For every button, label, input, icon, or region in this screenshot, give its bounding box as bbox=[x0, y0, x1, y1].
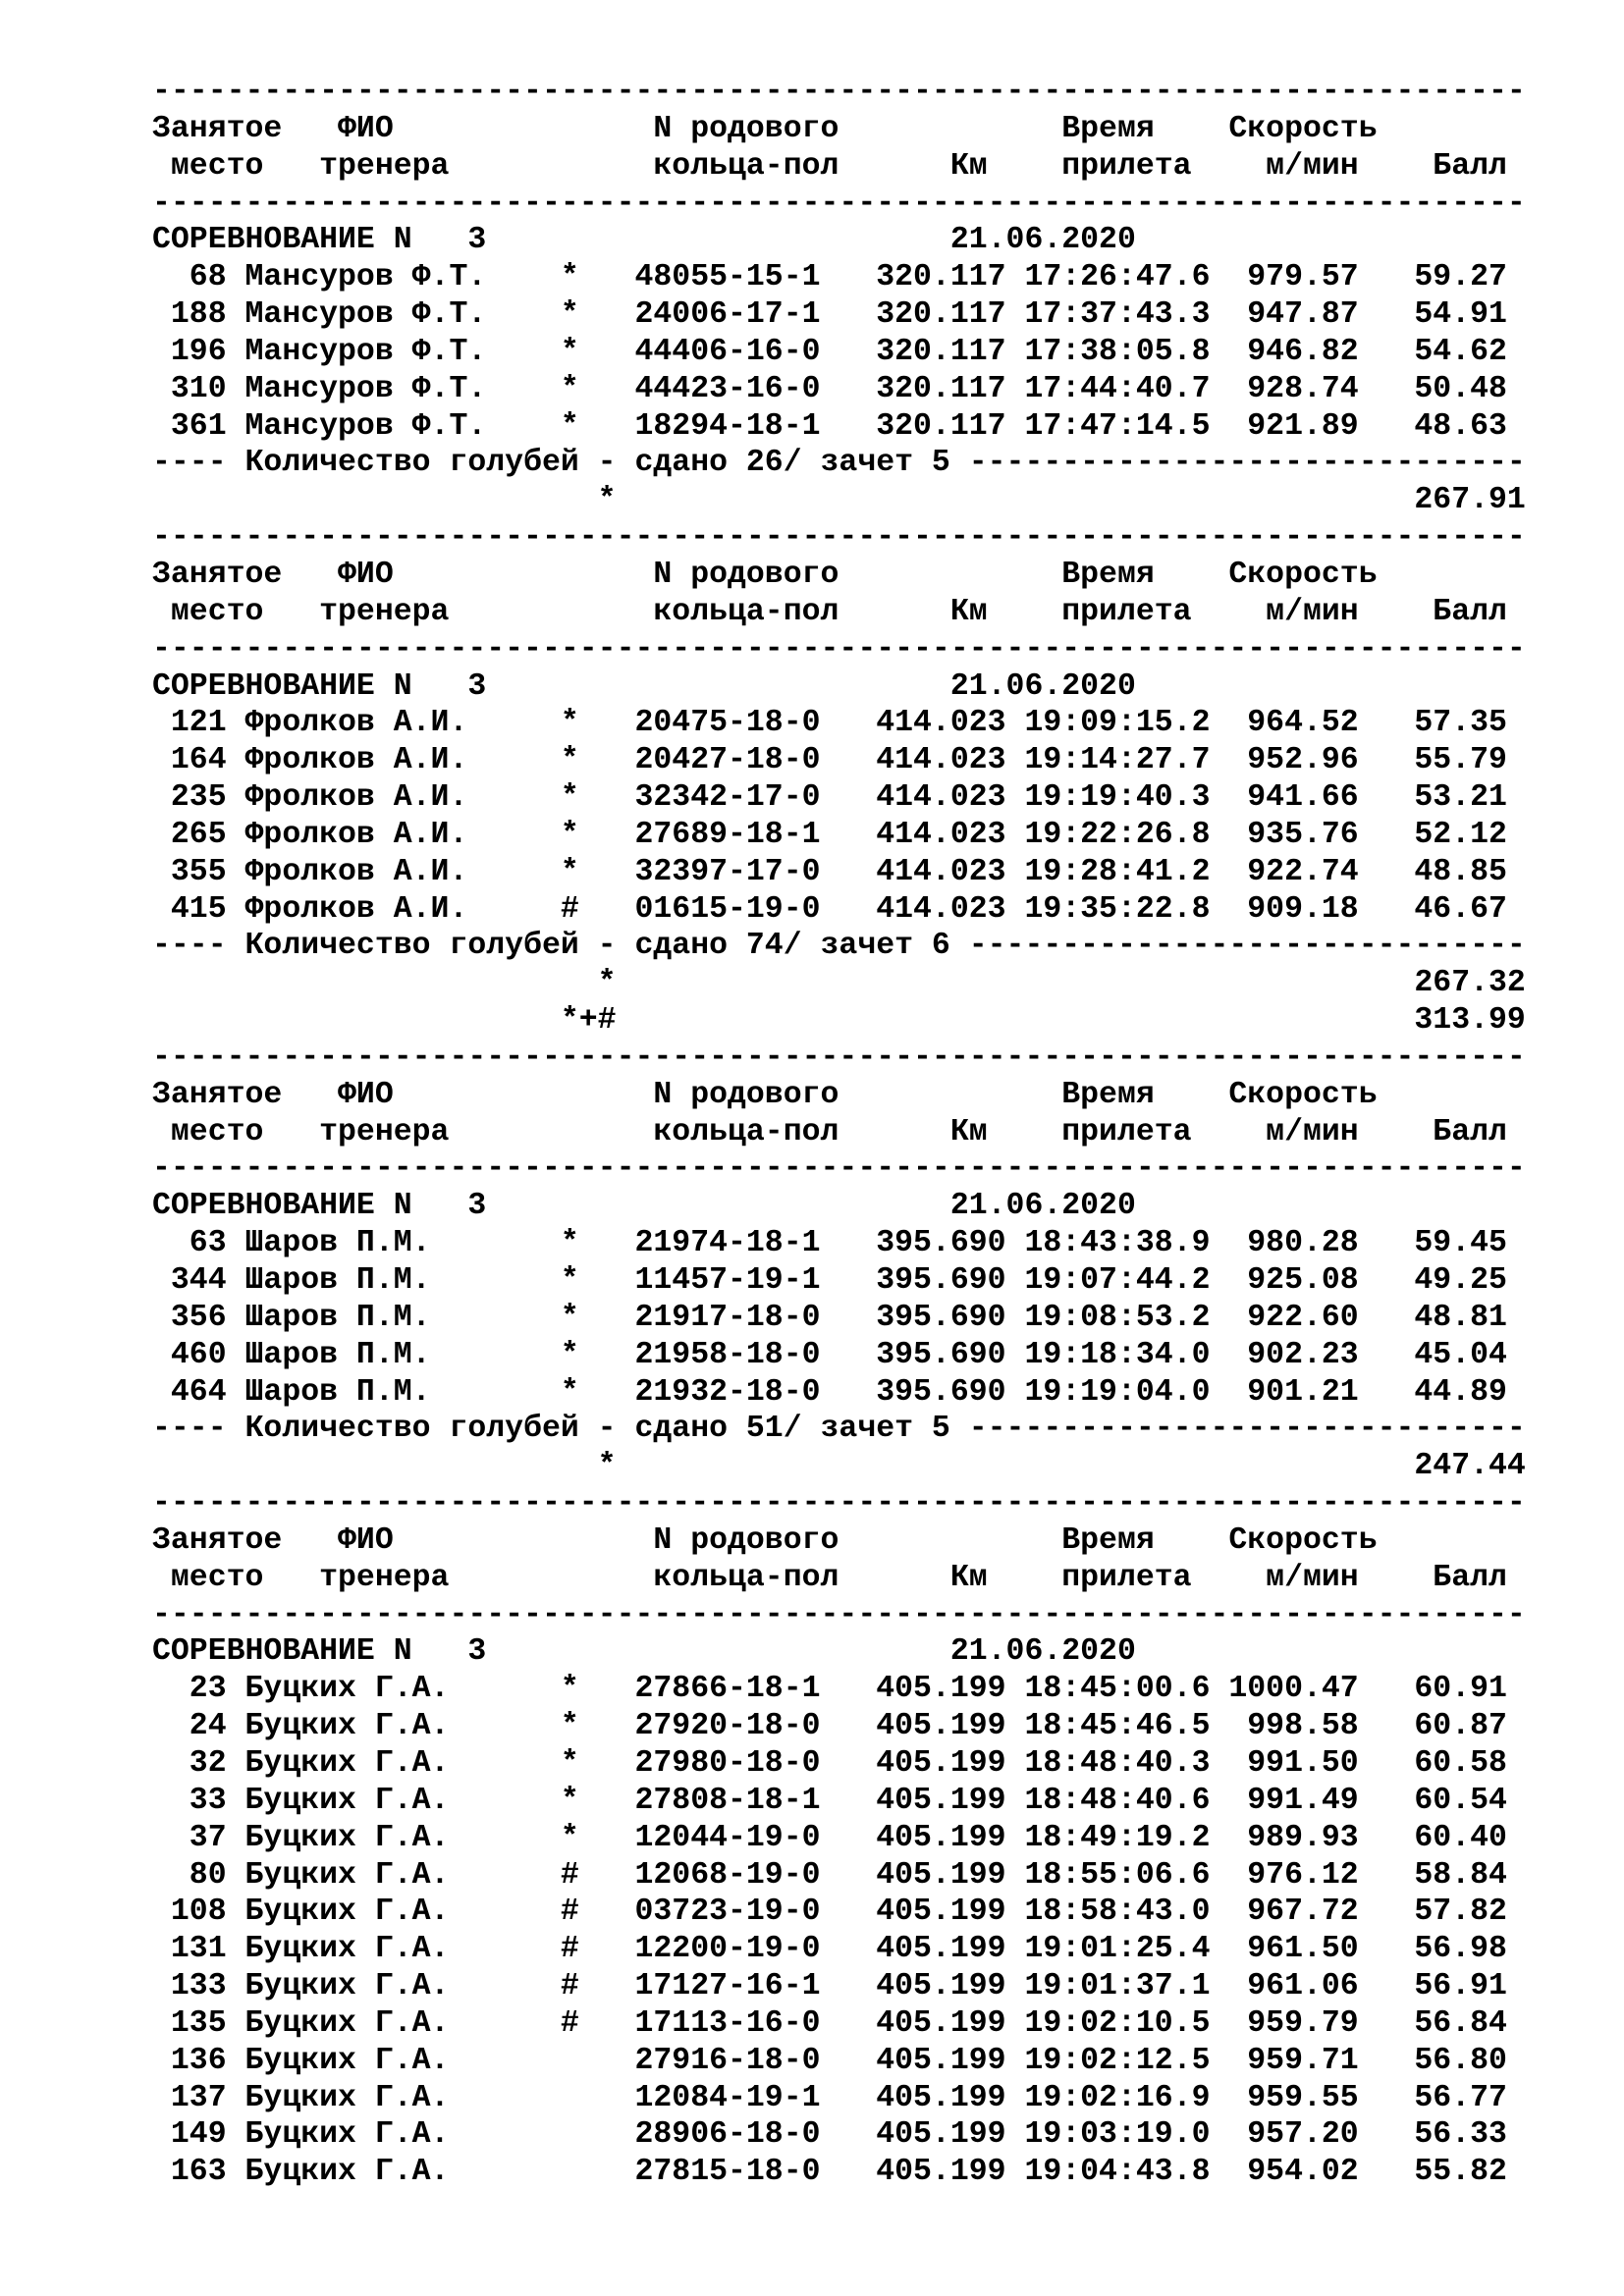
separator-line: -------------------------------------------------------------------------- bbox=[152, 186, 1526, 221]
result-row: 188 Мансуров Ф.Т. * 24006-17-1 320.117 17:37:43.3 947.87 54.91 bbox=[152, 297, 1507, 333]
result-row: 32 Буцких Г.А. * 27980-18-0 405.199 18:48:40.3 991.50 60.58 bbox=[152, 1745, 1507, 1781]
result-row: 63 Шаров П.М. * 21974-18-1 395.690 18:43:38.9 980.28 59.45 bbox=[152, 1226, 1507, 1261]
report-printout bbox=[152, 74, 1526, 2191]
separator-line: -------------------------------------------------------------------------- bbox=[152, 75, 1526, 109]
result-row: 464 Шаров П.М. * 21932-18-0 395.690 19:19:04.0 901.21 44.89 bbox=[152, 1374, 1507, 1410]
result-row: 23 Буцких Г.А. * 27866-18-1 405.199 18:45:00.6 1000.47 60.91 bbox=[152, 1672, 1507, 1707]
column-header-line-1: Занятое ФИО N родового Время Скорость bbox=[152, 1522, 1378, 1558]
result-row: 68 Мансуров Ф.Т. * 48055-15-1 320.117 17:26:47.6 979.57 59.27 bbox=[152, 260, 1507, 295]
result-row: 133 Буцких Г.А. # 17127-16-1 405.199 19:01:37.1 961.06 56.91 bbox=[152, 1969, 1507, 2004]
column-header-line-2: место тренера кольца-пол Км прилета м/мин Балл bbox=[152, 1114, 1507, 1149]
competition-heading: СОРЕВНОВАНИЕ N 3 21.06.2020 bbox=[152, 1189, 1136, 1224]
column-header-line-1: Занятое ФИО N родового Время Скорость bbox=[152, 557, 1378, 592]
result-row: 149 Буцких Г.А. 28906-18-0 405.199 19:03:19.0 957.20 56.33 bbox=[152, 2117, 1507, 2153]
column-header-line-1: Занятое ФИО N родового Время Скорость bbox=[152, 1077, 1378, 1112]
total-score: * 267.32 bbox=[152, 966, 1526, 1001]
result-row: 131 Буцких Г.А. # 12200-19-0 405.199 19:01:25.4 961.50 56.98 bbox=[152, 1932, 1507, 1967]
result-row: 108 Буцких Г.А. # 03723-19-0 405.199 18:58:43.0 967.72 57.82 bbox=[152, 1895, 1507, 1930]
column-header-line-2: место тренера кольца-пол Км прилета м/мин Балл bbox=[152, 594, 1507, 629]
result-row: 135 Буцких Г.А. # 17113-16-0 405.199 19:02:10.5 959.79 56.84 bbox=[152, 2005, 1507, 2041]
result-row: 33 Буцких Г.А. * 27808-18-1 405.199 18:48:40.6 991.49 60.54 bbox=[152, 1783, 1507, 1818]
result-row: 460 Шаров П.М. * 21958-18-0 395.690 19:18:34.0 902.23 45.04 bbox=[152, 1337, 1507, 1372]
separator-line: -------------------------------------------------------------------------- bbox=[152, 520, 1526, 556]
result-row: 265 Фролков А.И. * 27689-18-1 414.023 19:22:26.8 935.76 52.12 bbox=[152, 817, 1507, 852]
result-row: 136 Буцких Г.А. 27916-18-0 405.199 19:02:12.5 959.71 56.80 bbox=[152, 2043, 1507, 2078]
column-header-line-1: Занятое ФИО N родового Время Скорость bbox=[152, 111, 1378, 146]
result-row: 355 Фролков А.И. * 32397-17-0 414.023 19:28:41.2 922.74 48.85 bbox=[152, 854, 1507, 889]
separator-line: -------------------------------------------------------------------------- bbox=[152, 1486, 1526, 1522]
result-row: 310 Мансуров Ф.Т. * 44423-16-0 320.117 17:44:40.7 928.74 50.48 bbox=[152, 371, 1507, 406]
result-row: 163 Буцких Г.А. 27815-18-0 405.199 19:04:43.8 954.02 55.82 bbox=[152, 2155, 1507, 2190]
total-score: * 247.44 bbox=[152, 1449, 1526, 1484]
competition-heading: СОРЕВНОВАНИЕ N 3 21.06.2020 bbox=[152, 1634, 1136, 1670]
separator-line: -------------------------------------------------------------------------- bbox=[152, 1151, 1526, 1187]
separator-line: -------------------------------------------------------------------------- bbox=[152, 631, 1526, 667]
result-row: 80 Буцких Г.А. # 12068-19-0 405.199 18:55:06.6 976.12 58.84 bbox=[152, 1857, 1507, 1893]
total-score: * 267.91 bbox=[152, 483, 1526, 518]
pigeon-count-summary: ---- Количество голубей - сдано 26/ зачет 5 ------------------------------ bbox=[152, 446, 1526, 481]
result-row: 164 Фролков А.И. * 20427-18-0 414.023 19:14:27.7 952.96 55.79 bbox=[152, 743, 1507, 778]
result-row: 196 Мансуров Ф.Т. * 44406-16-0 320.117 17:38:05.8 946.82 54.62 bbox=[152, 334, 1507, 369]
column-header-line-2: место тренера кольца-пол Км прилета м/мин Балл bbox=[152, 1560, 1507, 1595]
column-header-line-2: место тренера кольца-пол Км прилета м/мин Балл bbox=[152, 148, 1507, 184]
result-row: 361 Мансуров Ф.Т. * 18294-18-1 320.117 17:47:14.5 921.89 48.63 bbox=[152, 408, 1507, 444]
result-row: 235 Фролков А.И. * 32342-17-0 414.023 19:19:40.3 941.66 53.21 bbox=[152, 780, 1507, 816]
result-row: 137 Буцких Г.А. 12084-19-1 405.199 19:02:16.9 959.55 56.77 bbox=[152, 2080, 1507, 2115]
result-row: 344 Шаров П.М. * 11457-19-1 395.690 19:07:44.2 925.08 49.25 bbox=[152, 1263, 1507, 1298]
result-row: 24 Буцких Г.А. * 27920-18-0 405.199 18:45:46.5 998.58 60.87 bbox=[152, 1709, 1507, 1744]
separator-line: -------------------------------------------------------------------------- bbox=[152, 1040, 1526, 1075]
result-row: 121 Фролков А.И. * 20475-18-0 414.023 19:09:15.2 964.52 57.35 bbox=[152, 706, 1507, 741]
result-row: 415 Фролков А.И. # 01615-19-0 414.023 19:35:22.8 909.18 46.67 bbox=[152, 891, 1507, 927]
result-row: 356 Шаров П.М. * 21917-18-0 395.690 19:08:53.2 922.60 48.81 bbox=[152, 1300, 1507, 1335]
competition-heading: СОРЕВНОВАНИЕ N 3 21.06.2020 bbox=[152, 223, 1136, 258]
competition-heading: СОРЕВНОВАНИЕ N 3 21.06.2020 bbox=[152, 668, 1136, 704]
total-score: *+# 313.99 bbox=[152, 1003, 1526, 1039]
pigeon-count-summary: ---- Количество голубей - сдано 51/ зачет 5 ------------------------------ bbox=[152, 1412, 1526, 1447]
separator-line: -------------------------------------------------------------------------- bbox=[152, 1597, 1526, 1632]
result-row: 37 Буцких Г.А. * 12044-19-0 405.199 18:49:19.2 989.93 60.40 bbox=[152, 1820, 1507, 1855]
pigeon-count-summary: ---- Количество голубей - сдано 74/ зачет 6 ------------------------------ bbox=[152, 929, 1526, 964]
